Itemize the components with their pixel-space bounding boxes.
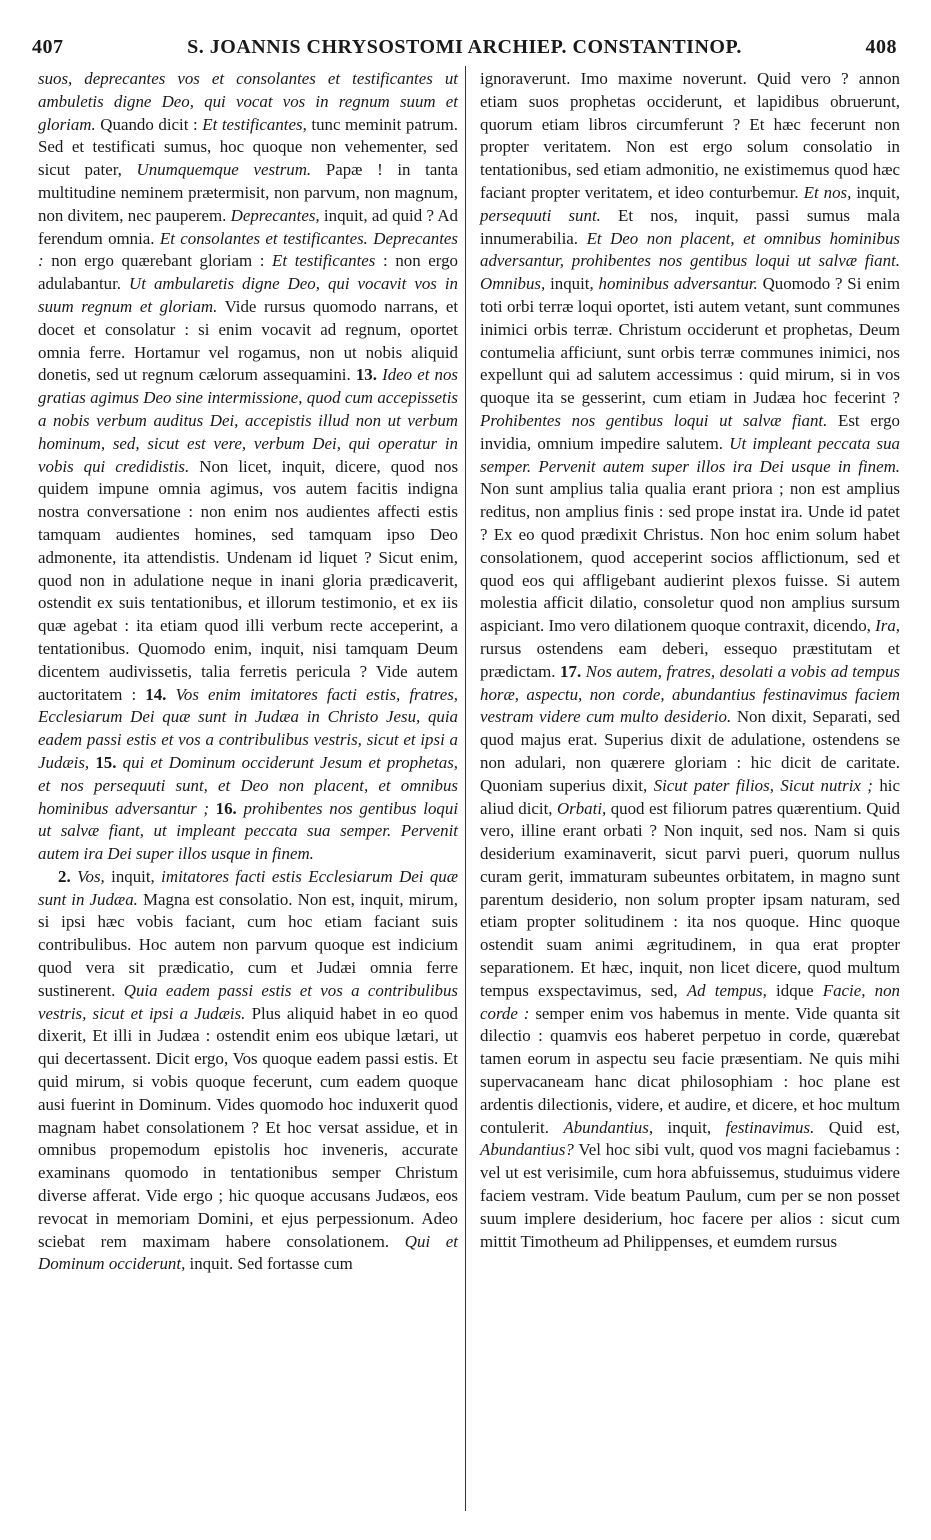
italic-run: qui et Dominum occiderunt Jesum et prophetas, et nos persequuti sunt, et Deo non placent, et omnibus hominibus adversantur ;: [38, 752, 458, 818]
text-run: Magna est consolatio. Non est, inquit, mirum, si ipsi hæc vobis faciant, cum hoc etiam faciant suis contribulibus. Hoc autem non parvum quoque est indicium quod vera sit prædicatio, cum et Judæi omnia ferre sustinerent.: [38, 889, 458, 1000]
left-column: [38, 68, 458, 1276]
italic-run: Ut impleant peccata sua semper. Pervenit autem super illos ira Dei usque in finem.: [480, 433, 900, 476]
text-run: Non sunt amplius talia qualia erant priora ; non est amplius reditus, non amplius finis : sed prope instat ira. Unde id patet ? Ex eo quod prædixit Christus. Non hoc enim solum habet consolationem, quod acceperint socios afflictionum, sed et quod eos qui affligebant audierint plexos fuisse. Si autem molestia afficit dilatio, consoletur quod non amplius sursum aspiciant. Imo vero dilationem quoque contraxit, dicendo,: [480, 479, 900, 636]
italic-run: suos, deprecantes vos et consolantes et testificantes ut ambuletis digne Deo, qui vocat vos in regnum suum et gloriam.: [38, 69, 458, 134]
italic-run: Sicut pater filios, Sicut nutrix ;: [653, 775, 873, 795]
column-divider: [465, 66, 466, 1511]
text-run: inquit,: [545, 274, 599, 294]
text-run: inquit. Sed fortasse cum: [185, 1254, 353, 1274]
italic-run: Et consolantes et testificantes. Deprecantes :: [38, 228, 458, 271]
italic-run: Vos enim imitatores facti estis, fratres, Ecclesiarum Dei quæ sunt in Judæa in Christo Jesu, quia eadem passi estis et vos a contribulibus vestris, sicut et ipsi a Judæis,: [38, 684, 458, 772]
text-run: Vel hoc sibi vult, quod vos magni faciebamus : vel ut est verisimile, cum hora abfuissemus, studuimus videre faciem vestram. Vide beatum Paulum, cum per se non posset suum implere desiderium, hoc facere per alios : sicut cum mittit Timotheum ad Philippenses, et eumdem rursus: [480, 1140, 900, 1251]
italic-run: Abundantius?: [480, 1140, 574, 1160]
italic-run: Prohibentes nos gentibus loqui ut salvæ fiant.: [480, 410, 828, 430]
italic-run: Et nos,: [803, 182, 852, 202]
text-run: Est ergo invidia, omnium impedire salutem.: [480, 410, 900, 453]
page-number-left: 407: [32, 36, 64, 58]
italic-run: Orbati,: [556, 798, 607, 818]
italic-run: Abundantius,: [563, 1117, 654, 1137]
text-run: inquit,: [104, 866, 162, 886]
text-run: Quid est,: [814, 1117, 900, 1137]
italic-run: hominibus adversantur.: [598, 274, 758, 294]
italic-run: Ira,: [875, 616, 900, 636]
right-column: [480, 68, 900, 1253]
text-run: quod est filiorum patres quærentium. Quid vero, illine erant orbati ? Non inquit, sed nos. Nam si quis desiderium examinaverit, sicut parvi pueri, quorum nullus curam gerit, immaturam subeuntes orbitatem, in magno sunt parentum desiderio, non solum propter ipsam naturam, sed etiam propter solitudinem : ita nos quoque. Hinc quoque ostendit suam animi ægritudinem, in qua erat propter separationem. Et hæc, inquit, non licet dicere, quod multum tempus exspectavimus, sed,: [480, 798, 901, 1000]
italic-run: persequuti sunt.: [480, 205, 601, 225]
text-run: Quando dicit :: [95, 114, 203, 134]
italic-run: prohibentes nos gentibus loqui ut salvæ fiant, ut impleant peccata sua semper. Pervenit autem ira Dei super illos usque in finem.: [38, 798, 459, 864]
verse-number: 13.: [355, 365, 383, 385]
text-run: inquit, ad quid ? Ad ferendum omnia.: [38, 205, 458, 248]
italic-run: Et testificantes: [202, 114, 303, 134]
text-run: semper enim vos habemus in mente. Vide quanta sit dilectio : quamvis eos haberet perpetuo in corde, quærebat tamen eorum in aspectu seu facie præsentiam. Ne quis mihi supervacaneam hanc dicat philosophiam : hoc plane est ardentis dilectionis, videre, et audire, et dicere, et hoc multum contulerit.: [480, 1003, 900, 1137]
text-run: idque: [766, 980, 823, 1000]
text-run: inquit,: [851, 182, 901, 202]
italic-run: Et testificantes: [272, 251, 376, 271]
text-run: Non dixit, Separati, sed quod majus erat. Superius dixit de adulatione, ostendens se non adulari, non quærere gloriam : hic dicit de caritate. Quoniam superius dixit,: [480, 707, 901, 795]
italic-run: Ideo et nos gratias agimus Deo sine intermissione, quod cum accepissetis a nobis verbum auditus Dei, accepistis illud non ut verbum hominum, sed, sicut est vere, verbum Dei, qui operatur in vobis qui credidistis.: [38, 365, 458, 476]
left-paragraph-1: [38, 68, 458, 866]
text-run: inquit,: [653, 1117, 726, 1137]
running-header: [32, 36, 897, 62]
text-run: : non ergo adulabantur.: [38, 251, 459, 294]
verse-number: 16.: [215, 798, 244, 818]
verse-number: 15.: [95, 752, 123, 772]
text-run: non ergo quærebant gloriam :: [43, 251, 273, 271]
text-run: Plus aliquid habet in eo quod dixerit, Et illi in Judæa : ostendit enim eos ubique lætari, ut qui decertassent. Dicit ergo, Vos quoque eadem passi estis. Et quid mirum, si vobis quoque fecerunt, cum eadem quoque ausi fuerint in Dominum. Vides quomodo hoc induxerit quod magnam habet consolationem ? Et hoc versat assidue, et in omnibus propemodum epistolis hoc inveneris, accurate examinans quomodo in tentationibus semper Christum diverse afferat. Vide ergo ; hic quoque accusans Judæos, eos revocat in memoriam Domini, et ejus perpessionum. Adeo sciebat rem maximam habere consolationem.: [38, 1003, 458, 1251]
text-run: ignoraverunt. Imo maxime noverunt. Quid vero ? annon etiam suos prophetas occiderunt, et lapidibus obruerunt, quorum etiam libros circumferunt ? Et hæc fecerunt non propter veritatem. Non est ergo solum consolatio in tentationibus, sed etiam admonitio, ne existimemus quod hæc faciant propter veritatem, et ideo conturbemur.: [480, 69, 900, 202]
right-paragraph-1: [480, 68, 900, 1253]
italic-run: Nos autem, fratres, desolati a vobis ad tempus horæ, aspectu, non corde, abundantius festinavimus faciem vestram videre cum multo desiderio.: [480, 661, 901, 727]
italic-run: Unumquemque vestrum.: [136, 160, 312, 180]
italic-run: festinavimus.: [725, 1117, 815, 1137]
text-run: Non licet, inquit, dicere, quod nos quidem impune omnia agimus, vos autem facitis indigna nostra conversatione : non enim nos audientes affecti estis tamquam audientes homines, sed tamquam ipso Deo admonente, ita attendistis. Undenam id liquet ? Sicut enim, quod non in adulatione neque in inani gloria prædicaverit, ostendit ex suis tentationibus, et illorum testimonio, et ex iis quæ agebat : ita etiam quod illi verbum recte acceperint, a tentationibus. Quomodo enim, inquit, nisi tamquam Deum dicentem audivissetis, talia ferretis pericula ? Vide autem auctoritatem :: [38, 456, 459, 704]
text-run: Quomodo ? Si enim toti orbi terræ loqui oportet, isti autem vetant, sunt communes inimici orbis terræ. Christum occiderunt et prophetas, Deum contumelia afficiunt, sunt orbis terræ communes inimici, nos expellunt qui ad salutem accessimus : quid mirum, si in vos quoque ita se gesserint, cum etiam in Judæa hoc fecerint ?: [480, 274, 900, 408]
italic-run: Deprecantes,: [230, 205, 320, 225]
page-number-right: 408: [865, 36, 897, 58]
verse-number: 2.: [58, 866, 78, 886]
text-run: hic aliud dicit,: [480, 775, 900, 818]
text-run: rursus ostendens eam deberi, essequo præstitutam et prædictam.: [480, 638, 900, 681]
italic-run: Qui et Dominum occiderunt,: [38, 1231, 458, 1274]
left-paragraph-2: [38, 866, 458, 1276]
italic-run: Vos,: [77, 866, 105, 886]
italic-run: Quia eadem passi estis et vos a contribulibus vestris, sicut et ipsi a Judæis.: [38, 980, 459, 1023]
italic-run: imitatores facti estis Ecclesiarum Dei quæ sunt in Judæa.: [38, 866, 459, 909]
italic-run: Ut ambularetis digne Deo, qui vocavit vos in suum regnum et gloriam.: [38, 274, 458, 316]
italic-run: Facie, non corde :: [480, 980, 901, 1023]
running-title: S. JOANNIS CHRYSOSTOMI ARCHIEP. CONSTANTINOP.: [187, 36, 742, 58]
italic-run: Et Deo non placent, et omnibus hominibus adversantur, prohibentes nos gentibus loqui ut salvæ fiant. Omnibus,: [480, 228, 900, 294]
verse-number: 17.: [560, 661, 586, 681]
text-run: , tunc meminit patrum. Sed et testificati sumus, hoc quoque non vehementer, sed sicut pater,: [38, 114, 458, 180]
verse-number: 14.: [145, 684, 176, 704]
text-run: Vide rursus quomodo narrans, et docet et consolatur : si enim vocavit ad regnum, oportet omnia ferre. Hortamur vel rogamus, non ut nobis aliquid donetis, sed ut regnum cælorum assequamini.: [38, 296, 459, 385]
italic-run: Ad tempus,: [686, 980, 767, 1000]
text-run: Papæ ! in tanta multitudine neminem prætermisit, non parvum, non magnum, non divitem, nec pauperem.: [38, 160, 458, 225]
text-run: Et nos, inquit, passi sumus mala innumerabilia.: [480, 205, 900, 248]
